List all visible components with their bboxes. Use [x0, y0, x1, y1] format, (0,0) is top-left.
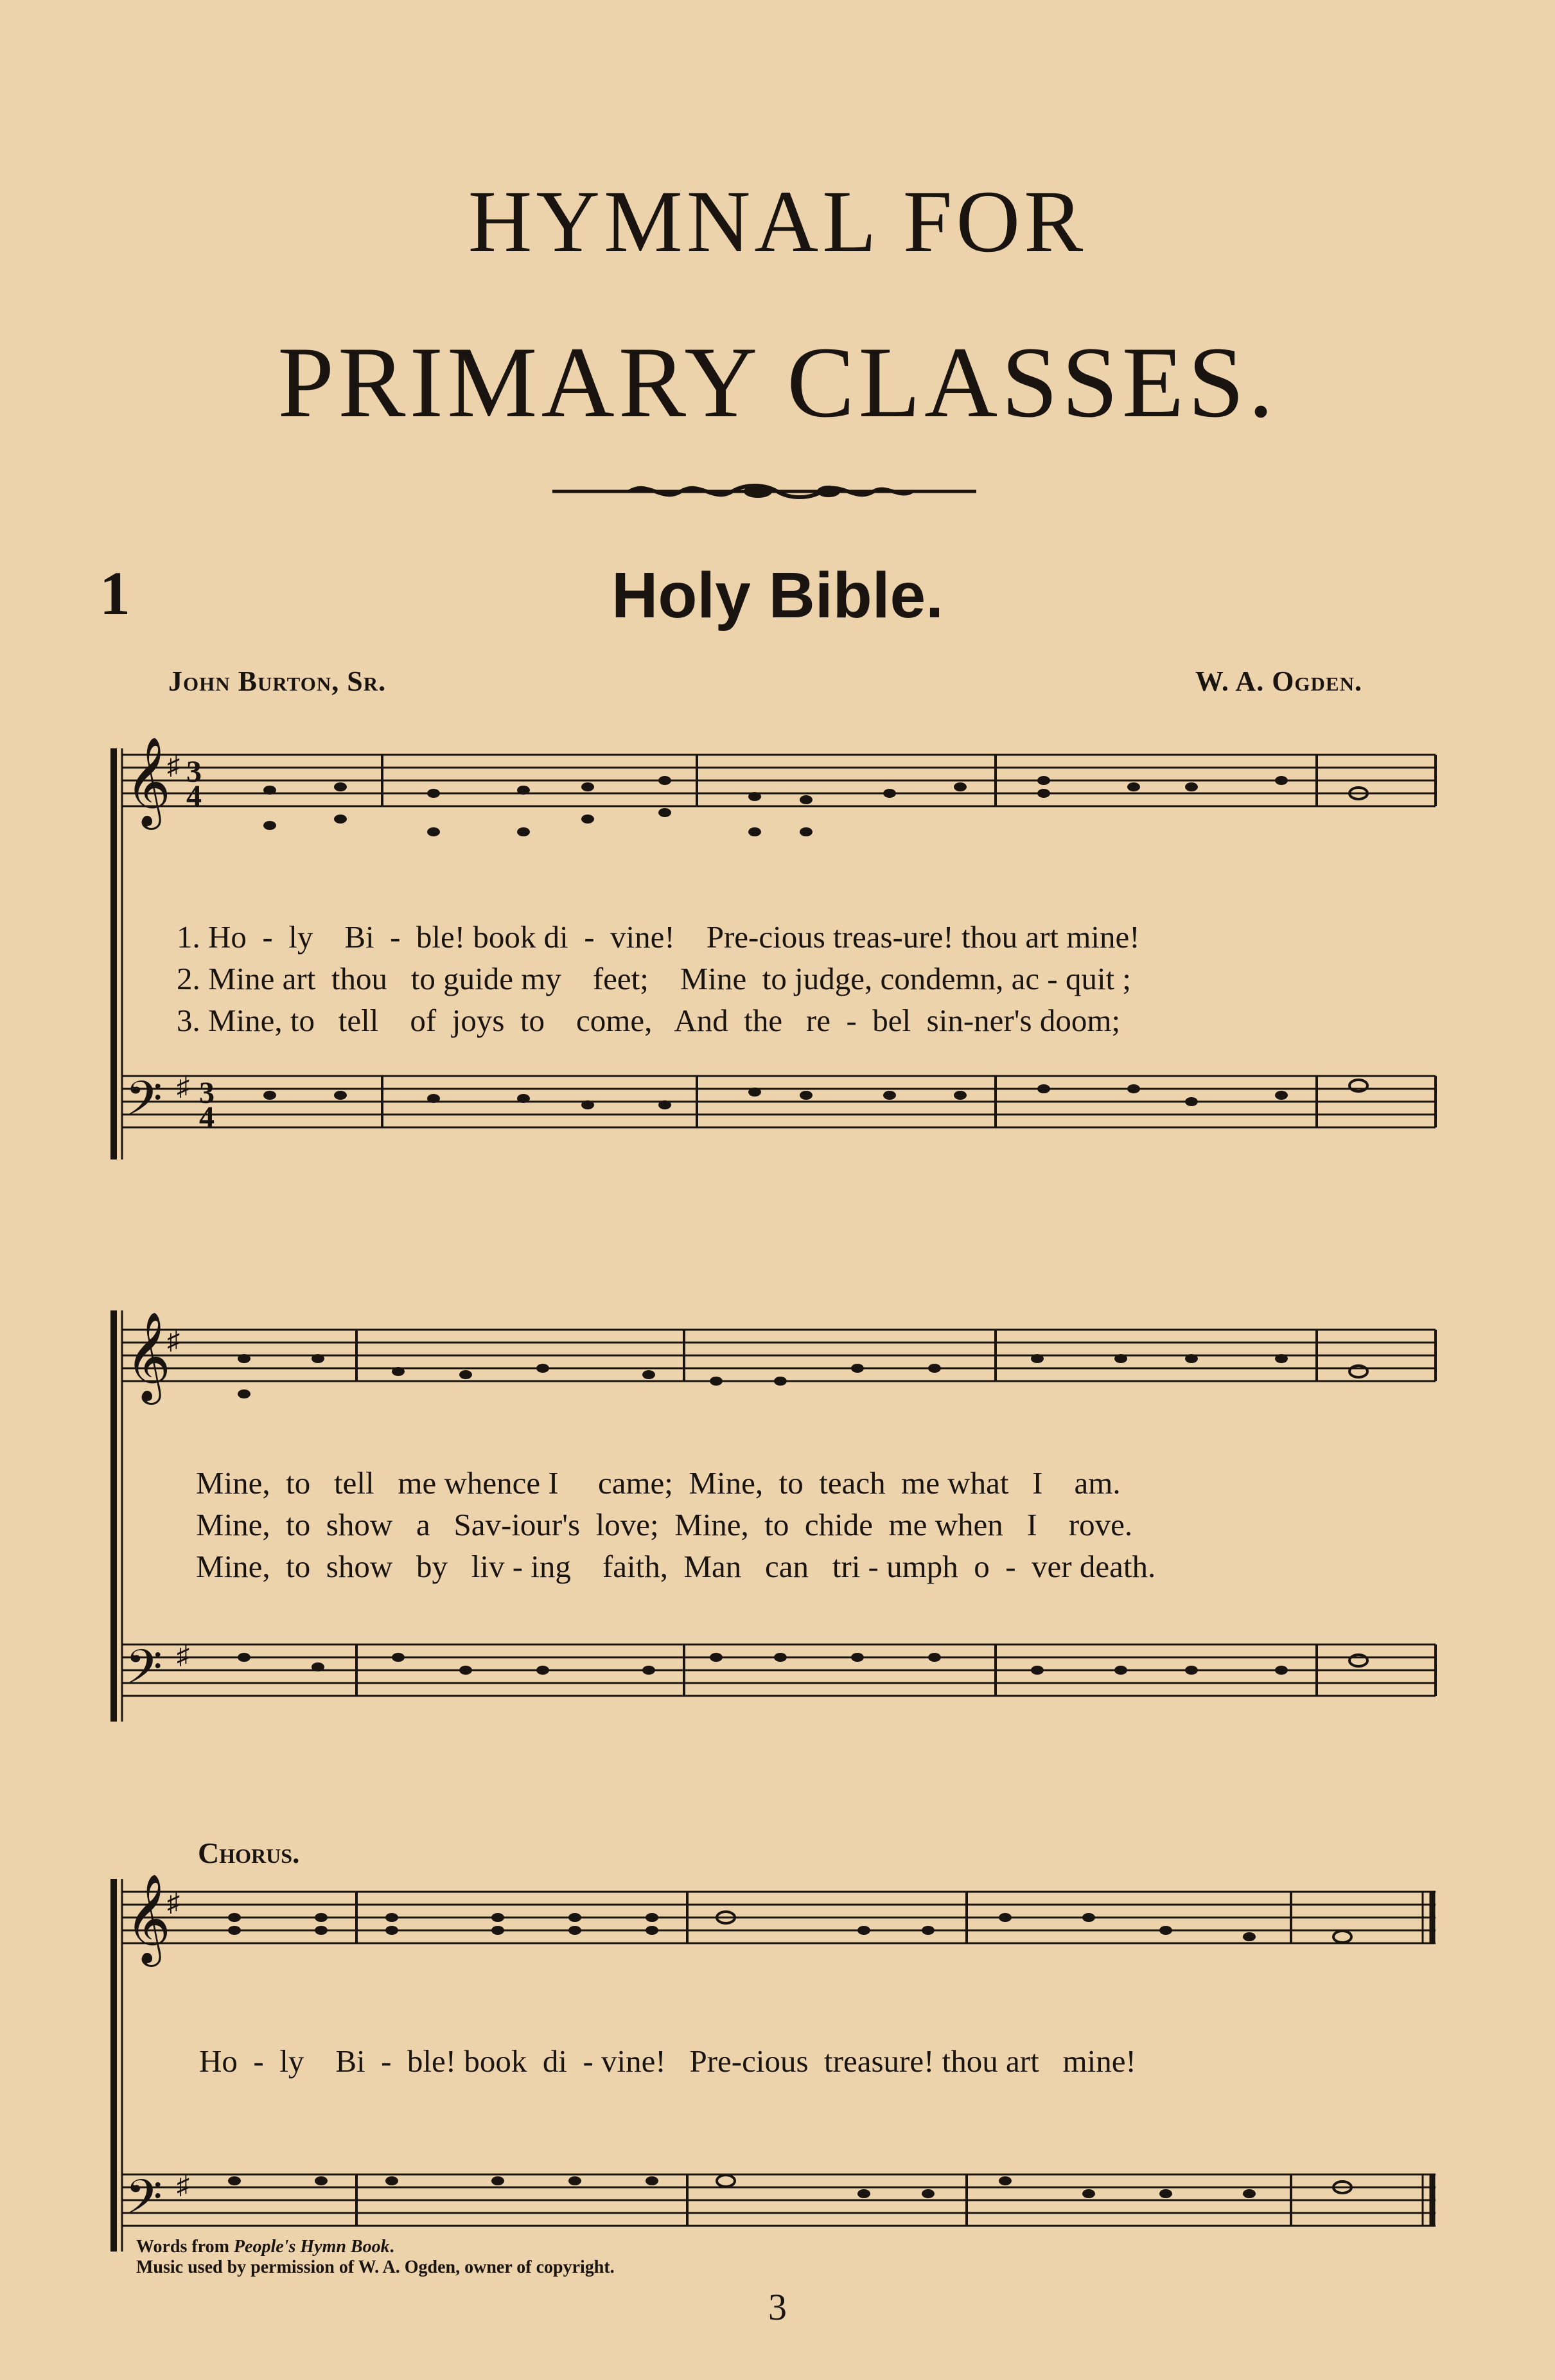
chorus-label: Chorus.	[198, 1837, 300, 1869]
svg-text:♯: ♯	[167, 751, 180, 780]
footnote-words-suffix: .	[389, 2237, 394, 2257]
svg-text:𝄢: 𝄢	[125, 2169, 163, 2237]
svg-text:𝄢: 𝄢	[125, 1071, 163, 1138]
svg-text:♯: ♯	[177, 2171, 189, 2199]
chorus-lyric: Ho - ly Bi - ble! book di - vine! Pre-cious treasure! thou art mine!	[199, 2043, 1136, 2079]
music-system-2	[100, 1298, 1436, 1760]
footnote-words	[136, 2237, 394, 2257]
svg-text:𝄞: 𝄞	[125, 1874, 171, 1963]
music-system-1	[100, 736, 1436, 1166]
verse-line-4: Mine, to tell me whence I came; Mine, to teach me what I am.	[196, 1465, 1121, 1501]
hymn-number: 1	[100, 559, 130, 628]
book-title-line2: PRIMARY CLASSES.	[277, 326, 1278, 439]
svg-text:♯: ♯	[177, 1641, 189, 1670]
verse-line-6: Mine, to show by liv - ing faith, Man can tri - umph o - ver death.	[196, 1549, 1156, 1584]
svg-text:4: 4	[186, 779, 202, 813]
footnote-source: People's Hymn Book	[233, 2237, 390, 2257]
verse-line-3: 3. Mine, to tell of joys to come, And the re - bel sin-ner's doom;	[177, 1003, 1121, 1038]
ornament-divider	[552, 472, 976, 511]
hymn-title: Holy Bible.	[611, 560, 944, 631]
svg-text:3: 3	[199, 1076, 215, 1110]
svg-text:♯: ♯	[167, 1326, 180, 1355]
svg-text:𝄞: 𝄞	[125, 737, 171, 826]
verse-line-2: 2. Mine art thou to guide my feet; Mine to judge, condemn, ac - quit ;	[177, 961, 1132, 996]
footnote-words-prefix: Words from	[136, 2237, 234, 2257]
svg-text:♯: ♯	[177, 1072, 189, 1101]
music-system-chorus	[100, 1866, 1436, 2277]
svg-text:♯: ♯	[167, 1888, 180, 1917]
verse-line-1: 1. Ho - ly Bi - ble! book di - vine! Pre-cious treas-ure! thou art mine!	[177, 919, 1140, 955]
svg-text:4: 4	[199, 1100, 215, 1134]
composer-credit: W. A. Ogden.	[1195, 666, 1362, 697]
svg-text:𝄞: 𝄞	[125, 1312, 171, 1401]
svg-text:3: 3	[186, 755, 202, 789]
lyricist-credit: John Burton, Sr.	[168, 666, 387, 697]
book-title-line1: HYMNAL FOR	[468, 172, 1087, 270]
footnote-music: Music used by permission of W. A. Ogden, owner of copyright.	[136, 2257, 615, 2277]
svg-text:𝄢: 𝄢	[125, 1639, 163, 1707]
verse-line-5: Mine, to show a Sav-iour's love; Mine, to chide me when I rove.	[196, 1507, 1133, 1542]
page-number: 3	[768, 2286, 787, 2328]
